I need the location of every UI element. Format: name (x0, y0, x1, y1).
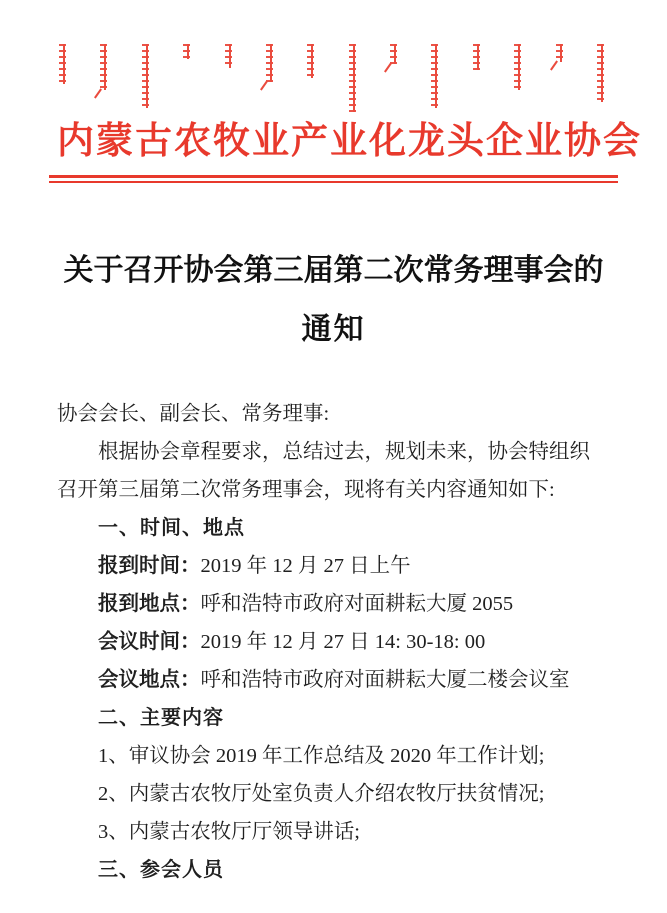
mongolian-word-icon (473, 44, 484, 70)
detail-label: 报到时间： (98, 555, 201, 577)
mongolian-word-icon (266, 44, 277, 82)
org-name: 内蒙古农牧业产业化龙头企业协会 (57, 121, 642, 162)
intro-line: 召开第三届第二次常务理事会，现将有关内容通知如下: (57, 479, 555, 501)
mongolian-word-icon (183, 44, 194, 59)
doc-title-line2: 通知 (301, 313, 366, 346)
mongolian-word-icon (349, 44, 360, 112)
section-heading-1: 一、时间、地点 (98, 517, 245, 539)
detail-label: 会议地点： (98, 669, 201, 691)
letterhead-double-rule (49, 175, 618, 183)
detail-row (57, 661, 610, 699)
doc-title-line1: 关于召开协会第三届第二次常务理事会的 (63, 254, 604, 287)
detail-label: 报到地点： (98, 593, 201, 615)
mongolian-script-icon (59, 44, 608, 114)
detail-value: 呼和浩特市政府对面耕耘大厦二楼会议室 (200, 669, 570, 691)
mongolian-word-icon (390, 44, 401, 64)
mongolian-word-icon (597, 44, 608, 102)
mongolian-word-icon (142, 44, 153, 108)
detail-value: 2019 年 12 月 27 日上午 (200, 555, 411, 577)
agenda-item: 3、内蒙古农牧厅厅领导讲话; (98, 821, 360, 843)
detail-row (57, 585, 610, 623)
mongolian-word-icon (556, 44, 567, 62)
agenda-item: 2、内蒙古农牧厅处室负责人介绍农牧厅扶贫情况; (98, 783, 545, 805)
detail-row (57, 623, 610, 661)
mongolian-word-icon (59, 44, 70, 84)
mongolian-word-icon (225, 44, 236, 68)
mongolian-word-icon (514, 44, 525, 90)
intro-line: 根据协会章程要求，总结过去，规划未来，协会特组织 (98, 441, 590, 463)
detail-value: 2019 年 12 月 27 日 14: 30-18: 00 (200, 631, 486, 653)
doc-title (57, 253, 610, 348)
section-heading-3: 三、参会人员 (98, 859, 224, 881)
mongolian-word-icon (431, 44, 442, 108)
detail-row (57, 547, 610, 585)
detail-label: 会议时间： (98, 631, 201, 653)
section-heading-2: 二、主要内容 (98, 707, 224, 729)
agenda-item: 1、审议协会 2019 年工作总结及 2020 年工作计划; (98, 745, 545, 767)
mongolian-word-icon (100, 44, 111, 90)
salutation: 协会会长、副会长、常务理事: (57, 403, 330, 425)
detail-value: 呼和浩特市政府对面耕耘大厦 2055 (200, 593, 514, 615)
notice-body (57, 395, 610, 889)
mongolian-word-icon (307, 44, 318, 78)
